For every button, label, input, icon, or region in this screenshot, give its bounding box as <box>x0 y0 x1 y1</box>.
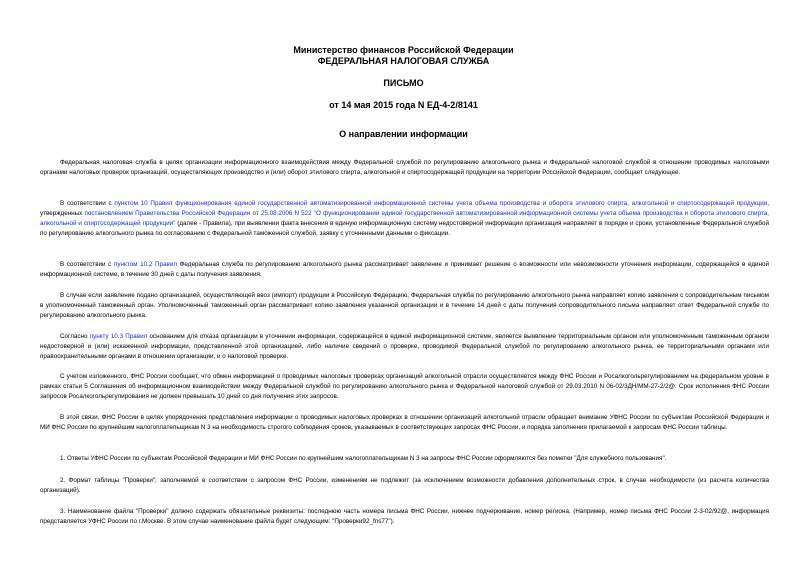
rules-point-10-3-link[interactable]: пункту 10.3 Правил <box>89 333 148 340</box>
paragraph-9 <box>40 476 769 496</box>
paragraph-text: В случае если заявление подано организацией, осуществляющей ввоз (импорт) продукции в Российскую Федерацию, Федеральная служба по регулированию алкогольного рынка направляет копию заявления с сопроводительным письмом в уполномоченный таможенный орган. Уполномоченный таможенный орган рассматривает копию заявления указанной организации и в течение 14 дней с даты получения сопроводительного письма направляет ответ Федеральной службе по регулированию алкогольного рынка. <box>40 292 769 319</box>
paragraph-2 <box>40 199 769 239</box>
paragraph-5 <box>40 332 769 362</box>
paragraph-text: 1. Ответы УФНС России по субъектам Российской Федерации и МИ ФНС России по крупнейшим налогоплательщикам N 3 на запросы ФНС России оформляются без пометки "Для служебного пользования". <box>60 455 667 462</box>
paragraph-text: Федеральная служба по регулированию алкогольного рынка рассматривает заявление и принимает решение о возможности или невозможности уточнения информации, содержащейся в единой информационной системе, в течение 30 дней с даты получения заявления. <box>40 261 770 278</box>
rules-point-10-link[interactable]: пунктом 10 Правил функционирования единой государственной автоматизированной информационной системы учета объема производства и оборота этилового спирта, алкогольной и спиртосодержащей продукции <box>114 200 768 207</box>
document-type: ПИСЬМО <box>383 78 424 88</box>
paragraph-3 <box>40 260 769 280</box>
paragraph-text: , утвержденных <box>40 200 770 217</box>
document-date-number: от 14 мая 2015 года N ЕД-4-2/8141 <box>329 100 478 110</box>
paragraph-text: основанием для отказа организации в уточнении информации, содержащейся в единой информационной системе, является выявление территориальным органом или уполномоченным таможенным органом недостоверной и (или) искаженной информации, представленной этой организацией, либо наличие сведений о проверке, проводимой Федеральной службой по регулированию алкогольного рынка, ее территориальными органами или правоохранительными органами в отношении организации, и о налоговой проверке. <box>40 333 770 360</box>
paragraph-4 <box>40 291 769 321</box>
paragraph-text: Согласно <box>60 333 90 340</box>
paragraph-text: В соответствии с <box>60 261 114 268</box>
government-decree-522-link[interactable]: постановлением Правительства Российской Федерации от 25.08.2006 N 522 "О функционировании единой государственной автоматизированной информационной системы учета объема производства и оборота этилового спирта, алкогольной и спиртосодержащей продукции" <box>40 210 769 227</box>
document-subject: О направлении информации <box>339 129 468 139</box>
paragraph-text: 2. Формат таблицы "Проверки", заполняемой в соответствии с запросом ФНС России, изменениям не подлежит (за исключением возможности добавления дополнительных строк, в случае необходимости (из расчета количества организаций). <box>40 477 769 494</box>
paragraph-text: В соответствии с <box>60 200 115 207</box>
ministry-title: Министерство финансов Российской Федерации <box>293 45 514 55</box>
paragraph-text: (далее - Правила), при выявлении факта внесения в единую информационную систему недостоверной информации организация направляет в порядке и сроки, установленные Федеральной службой по регулированию алкогольного рынка по согласованию с Федеральной таможенной службой, заявку с уточненными данными о фиксации. <box>40 220 769 237</box>
service-title: ФЕДЕРАЛЬНАЯ НАЛОГОВАЯ СЛУЖБА <box>317 56 490 66</box>
paragraph-text: 3. Наименование файла "Проверки" должно содержать обязательные реквизиты: последнюю часть номера письма ФНС России, нижнее подчеркивание, номер региона. (Например, номер письма ФНС России 2-3-02/92@, информация представляется УФНС России по г.Москве. В этом случае наименование файла будет следующим: "Проверки92_fns77"). <box>40 508 769 525</box>
paragraph-1 <box>40 158 769 178</box>
paragraph-text: Федеральная налоговая служба в целях организации информационного взаимодействия между Федеральной службой по регулированию алкогольного рынка и Федеральной налоговой службой в отношении проводимых налоговыми органами налоговых проверок организаций, осуществляющих производство и (или) оборот этилового спирта, алкогольной и спиртосодержащей продукции на территории Российской Федерации, сообщает следующее. <box>40 159 769 176</box>
paragraph-7 <box>40 413 769 433</box>
paragraph-text: С учетом изложенного, ФНС России сообщает, что обмен информацией о проводимых налоговых проверках организаций алкогольной отрасли осуществляется между ФНС России и Росалкогольрегулированием на федеральном уровне в рамках статьи 5 Соглашения об информационном взаимодействии между Федеральной службой по регулированию алкогольного рынка и Федеральной налоговой службой от 29.03.2010 N 06-02/3ДН/ММ-27-2/2@. Срок исполнения ФНС России запросов Росалкогольрегулирования не должен превышать 10 дней со дня получения этих запросов. <box>40 373 769 400</box>
paragraph-text: В этой связи, ФНС России в целях упорядочения представления информации о проводимых налоговых проверках в отношении организаций алкогольной отрасли обращает внимание УФНС России по субъектам Российской Федерации и МИ ФНС России по крупнейшим налогоплательщикам N 3 на необходимость строгого соблюдения сроков, указываемых в соответствующих запросах ФНС России, и порядка заполнения прилагаемой к запросам ФНС России таблицы. <box>40 414 769 431</box>
paragraph-6 <box>40 372 769 402</box>
paragraph-8 <box>40 454 769 464</box>
paragraph-10 <box>40 507 769 527</box>
rules-point-10-2-link[interactable]: пунктом 10.2 Правил <box>113 261 178 268</box>
